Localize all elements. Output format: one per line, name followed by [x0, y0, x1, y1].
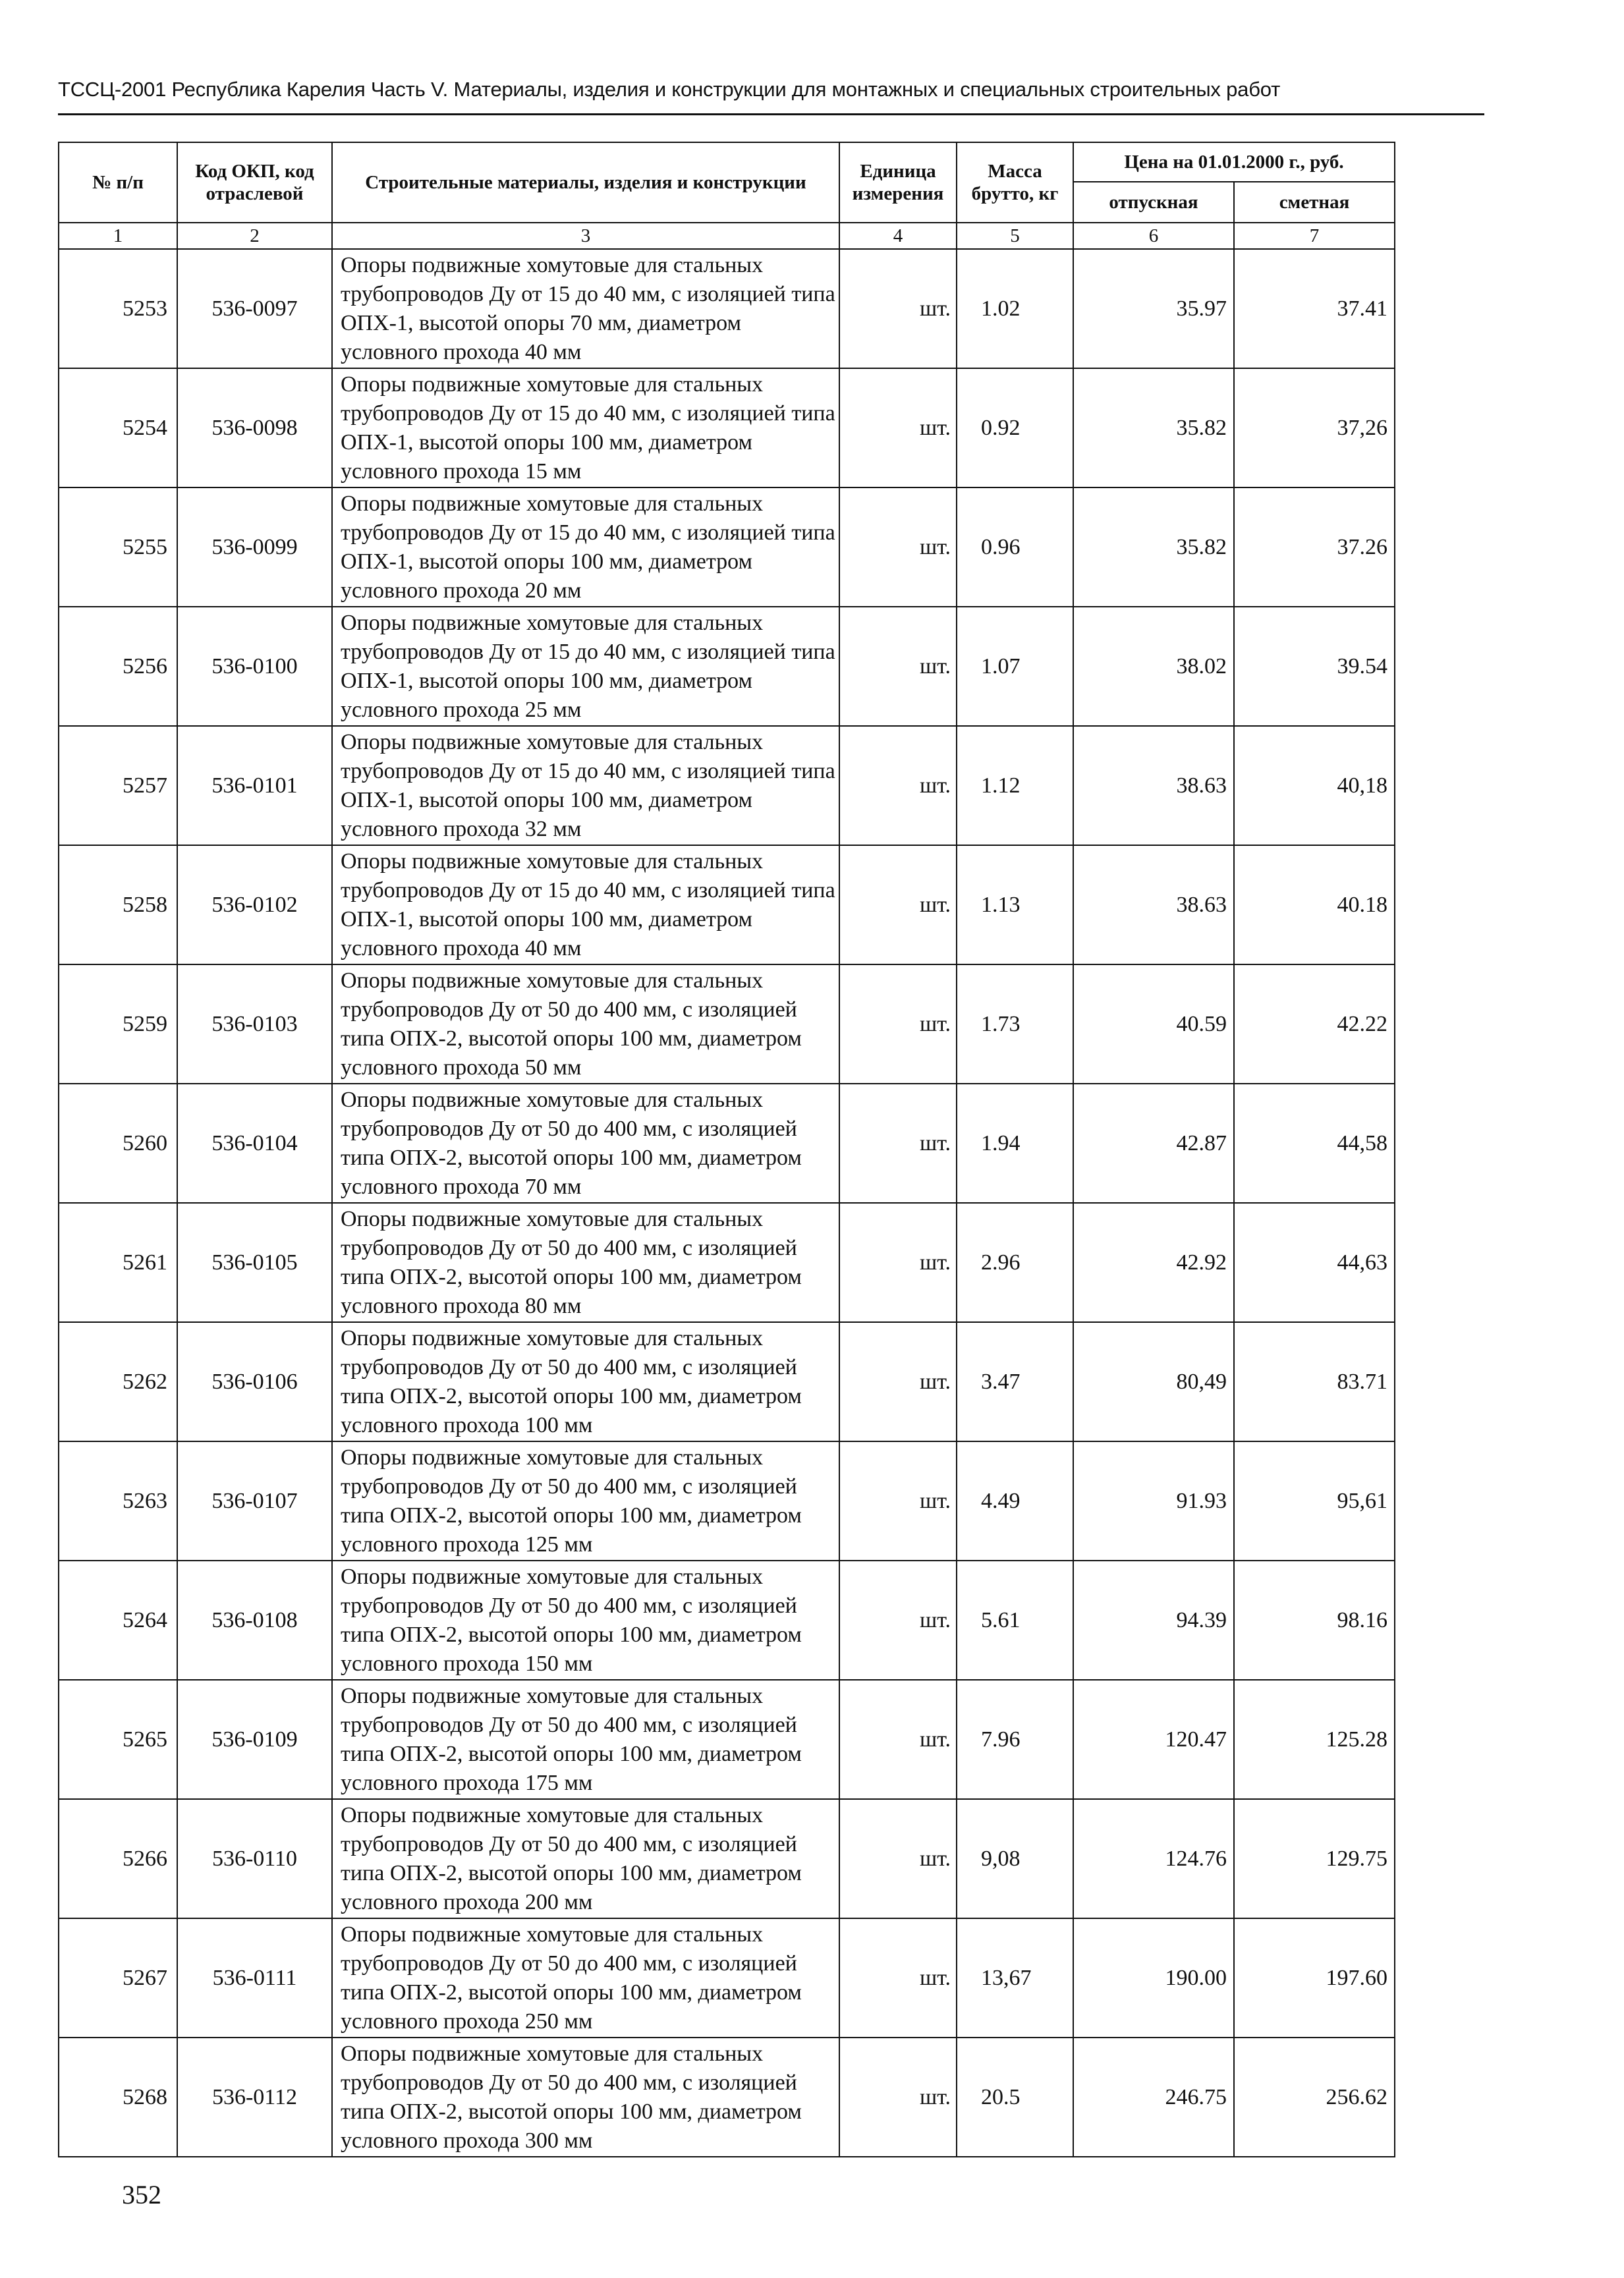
- row-mass: 1.73: [957, 964, 1073, 1084]
- row-code: 536-0101: [177, 726, 332, 845]
- row-description: Опоры подвижные хомутовые для стальных трубопроводов Ду от 50 до 400 мм, с изоляцией типа ОПХ-2, высотой опоры 100 мм, диаметром условного прохода 125 мм: [332, 1441, 839, 1561]
- row-price-estimate: 44,58: [1234, 1084, 1395, 1203]
- table-row: [59, 845, 1395, 964]
- column-number: 3: [332, 223, 839, 249]
- table-row: [59, 1799, 1395, 1918]
- row-number: 5257: [59, 726, 177, 845]
- row-price-release: 38.63: [1073, 845, 1234, 964]
- col-header-code: Код ОКП, код отраслевой: [177, 142, 332, 223]
- row-mass: 0.92: [957, 368, 1073, 487]
- row-code: 536-0107: [177, 1441, 332, 1561]
- row-code: 536-0109: [177, 1680, 332, 1799]
- row-price-release: 40.59: [1073, 964, 1234, 1084]
- table-row: [59, 487, 1395, 607]
- column-number: 1: [59, 223, 177, 249]
- row-price-estimate: 83.71: [1234, 1322, 1395, 1441]
- row-price-release: 35.82: [1073, 487, 1234, 607]
- row-number: 5266: [59, 1799, 177, 1918]
- row-code: 536-0111: [177, 1918, 332, 2038]
- row-code: 536-0110: [177, 1799, 332, 1918]
- row-number: 5259: [59, 964, 177, 1084]
- row-code: 536-0100: [177, 607, 332, 726]
- col-header-price-estimate: сметная: [1234, 182, 1395, 223]
- row-price-release: 190.00: [1073, 1918, 1234, 2038]
- row-price-estimate: 39.54: [1234, 607, 1395, 726]
- row-mass: 1.94: [957, 1084, 1073, 1203]
- row-price-estimate: 129.75: [1234, 1799, 1395, 1918]
- row-description: Опоры подвижные хомутовые для стальных трубопроводов Ду от 50 до 400 мм, с изоляцией типа ОПХ-2, высотой опоры 100 мм, диаметром условного прохода 250 мм: [332, 1918, 839, 2038]
- row-code: 536-0099: [177, 487, 332, 607]
- row-price-release: 91.93: [1073, 1441, 1234, 1561]
- table-row: [59, 1322, 1395, 1441]
- col-header-price-release: отпускная: [1073, 182, 1234, 223]
- col-header-no: № п/п: [59, 142, 177, 223]
- row-number: 5268: [59, 2038, 177, 2157]
- row-price-estimate: 37.41: [1234, 249, 1395, 368]
- price-table: [58, 142, 1395, 2157]
- row-price-estimate: 125.28: [1234, 1680, 1395, 1799]
- row-unit: шт.: [839, 487, 957, 607]
- row-mass: 1.12: [957, 726, 1073, 845]
- row-price-release: 94.39: [1073, 1561, 1234, 1680]
- row-number: 5253: [59, 249, 177, 368]
- row-price-release: 124.76: [1073, 1799, 1234, 1918]
- row-mass: 13,67: [957, 1918, 1073, 2038]
- row-number: 5264: [59, 1561, 177, 1680]
- row-description: Опоры подвижные хомутовые для стальных трубопроводов Ду от 15 до 40 мм, с изоляцией типа ОПХ-1, высотой опоры 100 мм, диаметром условного прохода 40 мм: [332, 845, 839, 964]
- row-price-estimate: 37,26: [1234, 368, 1395, 487]
- row-price-estimate: 40,18: [1234, 726, 1395, 845]
- row-unit: шт.: [839, 1084, 957, 1203]
- col-header-price-group: Цена на 01.01.2000 г., руб.: [1073, 142, 1395, 182]
- row-description: Опоры подвижные хомутовые для стальных трубопроводов Ду от 15 до 40 мм, с изоляцией типа ОПХ-1, высотой опоры 100 мм, диаметром условного прохода 25 мм: [332, 607, 839, 726]
- row-number: 5265: [59, 1680, 177, 1799]
- table-row: [59, 249, 1395, 368]
- row-unit: шт.: [839, 249, 957, 368]
- row-description: Опоры подвижные хомутовые для стальных трубопроводов Ду от 50 до 400 мм, с изоляцией типа ОПХ-2, высотой опоры 100 мм, диаметром условного прохода 300 мм: [332, 2038, 839, 2157]
- row-price-release: 35.97: [1073, 249, 1234, 368]
- row-price-estimate: 44,63: [1234, 1203, 1395, 1322]
- row-price-release: 38.63: [1073, 726, 1234, 845]
- row-description: Опоры подвижные хомутовые для стальных трубопроводов Ду от 50 до 400 мм, с изоляцией типа ОПХ-2, высотой опоры 100 мм, диаметром условного прохода 80 мм: [332, 1203, 839, 1322]
- row-mass: 20.5: [957, 2038, 1073, 2157]
- row-description: Опоры подвижные хомутовые для стальных трубопроводов Ду от 15 до 40 мм, с изоляцией типа ОПХ-1, высотой опоры 100 мм, диаметром условного прохода 20 мм: [332, 487, 839, 607]
- row-unit: шт.: [839, 1799, 957, 1918]
- table-row: [59, 1561, 1395, 1680]
- row-mass: 1.13: [957, 845, 1073, 964]
- row-unit: шт.: [839, 1918, 957, 2038]
- row-mass: 9,08: [957, 1799, 1073, 1918]
- column-number: 4: [839, 223, 957, 249]
- column-number-row: [59, 223, 1395, 249]
- page-header-title: ТССЦ-2001 Республика Карелия Часть V. Материалы, изделия и конструкции для монтажных и специальных строительных работ: [58, 78, 1281, 101]
- table-row: [59, 1084, 1395, 1203]
- col-header-material: Строительные материалы, изделия и конструкции: [332, 142, 839, 223]
- row-unit: шт.: [839, 2038, 957, 2157]
- row-price-release: 38.02: [1073, 607, 1234, 726]
- row-price-estimate: 256.62: [1234, 2038, 1395, 2157]
- row-code: 536-0098: [177, 368, 332, 487]
- row-mass: 0.96: [957, 487, 1073, 607]
- row-price-estimate: 42.22: [1234, 964, 1395, 1084]
- row-price-release: 246.75: [1073, 2038, 1234, 2157]
- row-mass: 3.47: [957, 1322, 1073, 1441]
- row-unit: шт.: [839, 1322, 957, 1441]
- row-unit: шт.: [839, 1680, 957, 1799]
- row-price-estimate: 40.18: [1234, 845, 1395, 964]
- table-row: [59, 726, 1395, 845]
- row-code: 536-0108: [177, 1561, 332, 1680]
- row-description: Опоры подвижные хомутовые для стальных трубопроводов Ду от 50 до 400 мм, с изоляцией типа ОПХ-2, высотой опоры 100 мм, диаметром условного прохода 200 мм: [332, 1799, 839, 1918]
- table-row: [59, 1680, 1395, 1799]
- table-row: [59, 1441, 1395, 1561]
- column-number: 6: [1073, 223, 1234, 249]
- row-price-release: 42.87: [1073, 1084, 1234, 1203]
- row-mass: 1.07: [957, 607, 1073, 726]
- row-code: 536-0102: [177, 845, 332, 964]
- row-number: 5267: [59, 1918, 177, 2038]
- row-code: 536-0106: [177, 1322, 332, 1441]
- row-unit: шт.: [839, 1561, 957, 1680]
- row-number: 5255: [59, 487, 177, 607]
- row-unit: шт.: [839, 1203, 957, 1322]
- table-row: [59, 2038, 1395, 2157]
- row-description: Опоры подвижные хомутовые для стальных трубопроводов Ду от 50 до 400 мм, с изоляцией типа ОПХ-2, высотой опоры 100 мм, диаметром условного прохода 70 мм: [332, 1084, 839, 1203]
- header-divider: [58, 113, 1484, 115]
- table-row: [59, 1918, 1395, 2038]
- column-number: 2: [177, 223, 332, 249]
- col-header-unit: Единица измерения: [839, 142, 957, 223]
- row-price-release: 80,49: [1073, 1322, 1234, 1441]
- row-unit: шт.: [839, 1441, 957, 1561]
- col-header-mass: Масса брутто, кг: [957, 142, 1073, 223]
- row-price-estimate: 197.60: [1234, 1918, 1395, 2038]
- row-description: Опоры подвижные хомутовые для стальных трубопроводов Ду от 15 до 40 мм, с изоляцией типа ОПХ-1, высотой опоры 100 мм, диаметром условного прохода 15 мм: [332, 368, 839, 487]
- row-number: 5262: [59, 1322, 177, 1441]
- row-description: Опоры подвижные хомутовые для стальных трубопроводов Ду от 50 до 400 мм, с изоляцией типа ОПХ-2, высотой опоры 100 мм, диаметром условного прохода 50 мм: [332, 964, 839, 1084]
- row-price-estimate: 98.16: [1234, 1561, 1395, 1680]
- row-code: 536-0097: [177, 249, 332, 368]
- row-code: 536-0103: [177, 964, 332, 1084]
- row-unit: шт.: [839, 726, 957, 845]
- row-number: 5261: [59, 1203, 177, 1322]
- row-number: 5258: [59, 845, 177, 964]
- column-number: 7: [1234, 223, 1395, 249]
- row-mass: 7.96: [957, 1680, 1073, 1799]
- row-price-estimate: 95,61: [1234, 1441, 1395, 1561]
- row-number: 5256: [59, 607, 177, 726]
- table-row: [59, 607, 1395, 726]
- row-mass: 2.96: [957, 1203, 1073, 1322]
- row-unit: шт.: [839, 845, 957, 964]
- row-mass: 4.49: [957, 1441, 1073, 1561]
- table-row: [59, 368, 1395, 487]
- row-code: 536-0104: [177, 1084, 332, 1203]
- column-number: 5: [957, 223, 1073, 249]
- row-number: 5263: [59, 1441, 177, 1561]
- row-price-release: 35.82: [1073, 368, 1234, 487]
- row-unit: шт.: [839, 964, 957, 1084]
- row-code: 536-0112: [177, 2038, 332, 2157]
- row-unit: шт.: [839, 368, 957, 487]
- row-code: 536-0105: [177, 1203, 332, 1322]
- row-mass: 5.61: [957, 1561, 1073, 1680]
- page-number: 352: [122, 2180, 161, 2209]
- table-row: [59, 964, 1395, 1084]
- row-description: Опоры подвижные хомутовые для стальных трубопроводов Ду от 50 до 400 мм, с изоляцией типа ОПХ-2, высотой опоры 100 мм, диаметром условного прохода 100 мм: [332, 1322, 839, 1441]
- table-row: [59, 1203, 1395, 1322]
- row-number: 5254: [59, 368, 177, 487]
- row-price-estimate: 37.26: [1234, 487, 1395, 607]
- row-number: 5260: [59, 1084, 177, 1203]
- row-description: Опоры подвижные хомутовые для стальных трубопроводов Ду от 50 до 400 мм, с изоляцией типа ОПХ-2, высотой опоры 100 мм, диаметром условного прохода 175 мм: [332, 1680, 839, 1799]
- row-unit: шт.: [839, 607, 957, 726]
- row-description: Опоры подвижные хомутовые для стальных трубопроводов Ду от 50 до 400 мм, с изоляцией типа ОПХ-2, высотой опоры 100 мм, диаметром условного прохода 150 мм: [332, 1561, 839, 1680]
- row-mass: 1.02: [957, 249, 1073, 368]
- row-description: Опоры подвижные хомутовые для стальных трубопроводов Ду от 15 до 40 мм, с изоляцией типа ОПХ-1, высотой опоры 100 мм, диаметром условного прохода 32 мм: [332, 726, 839, 845]
- row-price-release: 42.92: [1073, 1203, 1234, 1322]
- row-description: Опоры подвижные хомутовые для стальных трубопроводов Ду от 15 до 40 мм, с изоляцией типа ОПХ-1, высотой опоры 70 мм, диаметром условного прохода 40 мм: [332, 249, 839, 368]
- row-price-release: 120.47: [1073, 1680, 1234, 1799]
